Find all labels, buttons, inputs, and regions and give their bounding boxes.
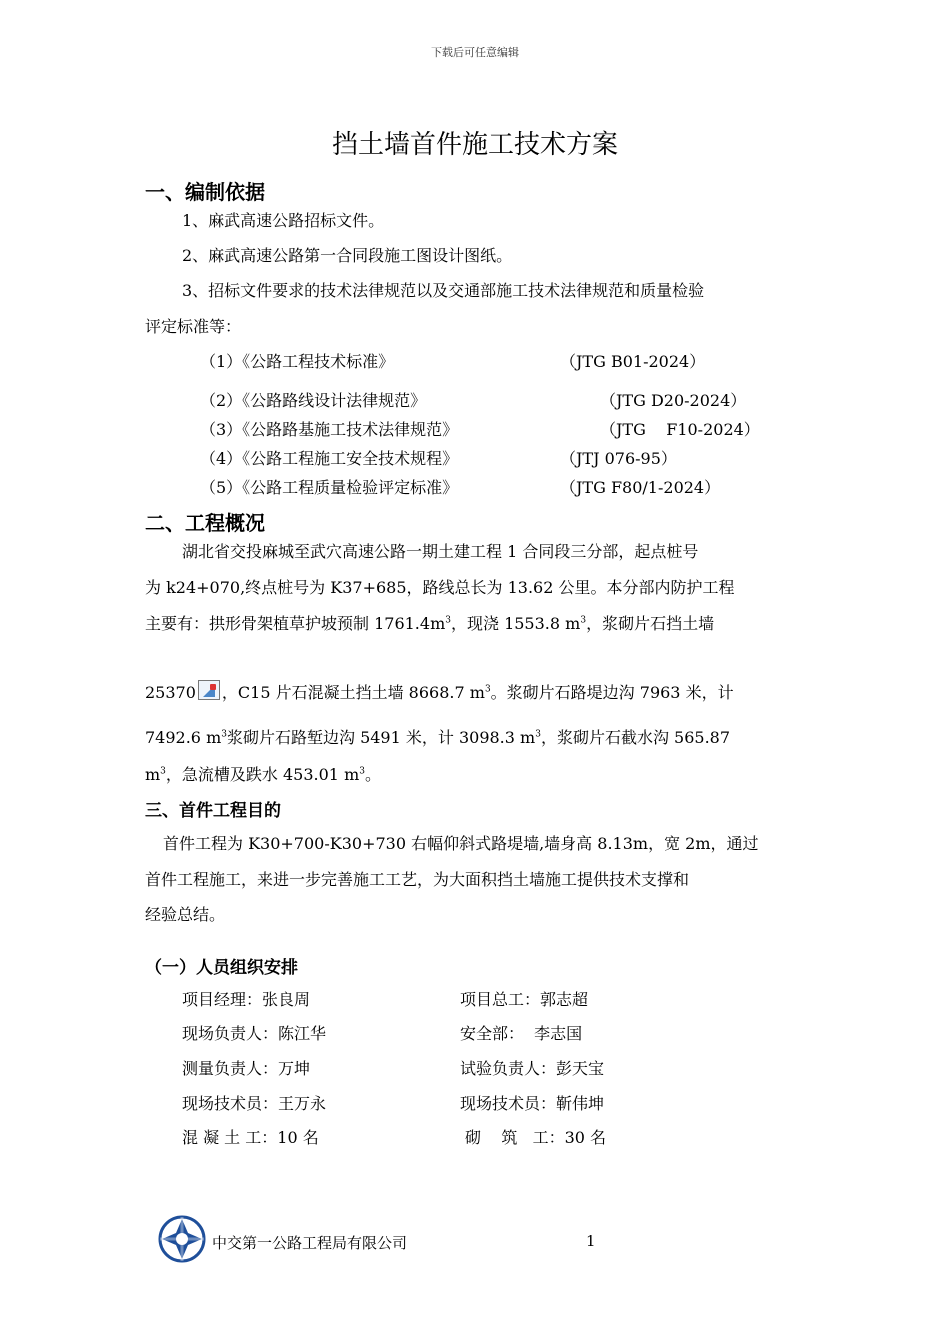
paragraph-line: 首件工程施工，来进一步完善施工工艺，为大面积挡土墙施工提供技术支撑和 — [145, 870, 690, 889]
superscript: 3 — [160, 766, 166, 777]
section-heading: 一、编制依据 — [145, 180, 265, 204]
section-heading: 三、首件工程目的 — [145, 801, 281, 821]
section-heading: 二、工程概况 — [145, 511, 265, 535]
paragraph-line: 1、麻武高速公路招标文件。 — [182, 211, 385, 230]
staff-entry: 项目总工：郭志超 — [460, 990, 589, 1009]
page-number: 1 — [586, 1232, 596, 1250]
superscript: 3 — [221, 729, 227, 740]
paragraph-line: 为 k24+070,终点桩号为 K37+685，路线总长为 13.62 公里。本分部内防护工程 — [145, 578, 735, 597]
staff-entry: 测量负责人：万坤 — [182, 1059, 311, 1078]
company-logo-icon — [157, 1214, 207, 1264]
standard-code: （JTG D20-2024） — [600, 391, 747, 410]
paragraph-line: 首件工程为 K30+700-K30+730 右幅仰斜式路堤墙,墙身高 8.13m，宽 2m，通过 — [163, 834, 759, 853]
staff-entry: 项目经理：张良周 — [182, 990, 311, 1009]
paragraph-line: 经验总结。 — [145, 905, 226, 924]
superscript: 3 — [535, 729, 541, 740]
standard-code: （JTG F80/1-2024） — [560, 478, 721, 497]
footer-company: 中交第一公路工程局有限公司 — [212, 1234, 408, 1252]
staff-entry: 现场技术员：靳伟坤 — [460, 1094, 605, 1113]
standard-code: （JTG F10-2024） — [600, 420, 760, 439]
superscript: 3 — [580, 615, 587, 626]
subsection-heading: （一）人员组织安排 — [145, 958, 298, 978]
standard-code: （JTJ 076-95） — [560, 449, 677, 468]
paragraph-line: 2、麻武高速公路第一合同段施工图设计图纸。 — [182, 246, 513, 265]
standard-name: （3）《公路路基施工技术法律规范》 — [200, 420, 459, 439]
paragraph-line: $m^3$，急流槽及跌水 453.01 $m^3$。 — [145, 765, 381, 784]
staff-entry: 安全部： 李志国 — [460, 1024, 583, 1043]
standard-name: （2）《公路路线设计法律规范》 — [200, 391, 427, 410]
paragraph-line: 3、招标文件要求的技术法律规范以及交通部施工技术法律规范和质量检验 — [182, 281, 705, 300]
standard-name: （1）《公路工程技术标准》 — [200, 352, 395, 371]
standard-code: （JTG B01-2024） — [560, 352, 706, 371]
staff-entry: 砌 筑 工：30 名 — [465, 1128, 607, 1147]
staff-entry: 现场技术员：王万永 — [182, 1094, 327, 1113]
paragraph-line: 7492.6 $m^3$浆砌片石路堑边沟 5491 米，计 3098.3 $m^3$，浆砌片石截水沟 565.87 — [145, 728, 731, 747]
superscript: 3 — [484, 684, 491, 695]
superscript: 3 — [445, 615, 451, 626]
superscript: 3 — [359, 766, 365, 777]
staff-entry: 现场负责人：陈江华 — [182, 1024, 327, 1043]
header-note: 下载后可任意编辑 — [431, 46, 519, 59]
staff-entry: 试验负责人：彭天宝 — [460, 1059, 605, 1078]
standard-name: （5）《公路工程质量检验评定标准》 — [200, 478, 459, 497]
document-title: 挡土墙首件施工技术方案 — [331, 130, 618, 160]
staff-entry: 混 凝 土 工：10 名 — [182, 1128, 319, 1147]
paragraph-line: 主要有：拱形骨架植草护坡预制 $1761.4m^3$，现浇 1553.8 $m^3$，浆砌片石挡土墙 — [145, 614, 715, 633]
broken-image-icon — [198, 680, 220, 700]
paragraph-line: 评定标准等： — [145, 317, 242, 336]
paragraph-line: 25370 ，C15 片石混凝土挡土墙 8668.7 $m^3$。浆砌片石路堤边沟 7963 米，计 — [145, 680, 734, 703]
standard-name: （4）《公路工程施工安全技术规程》 — [200, 449, 459, 468]
paragraph-line: 湖北省交投麻城至武穴高速公路一期土建工程 1 合同段三分部，起点桩号 — [182, 542, 699, 561]
